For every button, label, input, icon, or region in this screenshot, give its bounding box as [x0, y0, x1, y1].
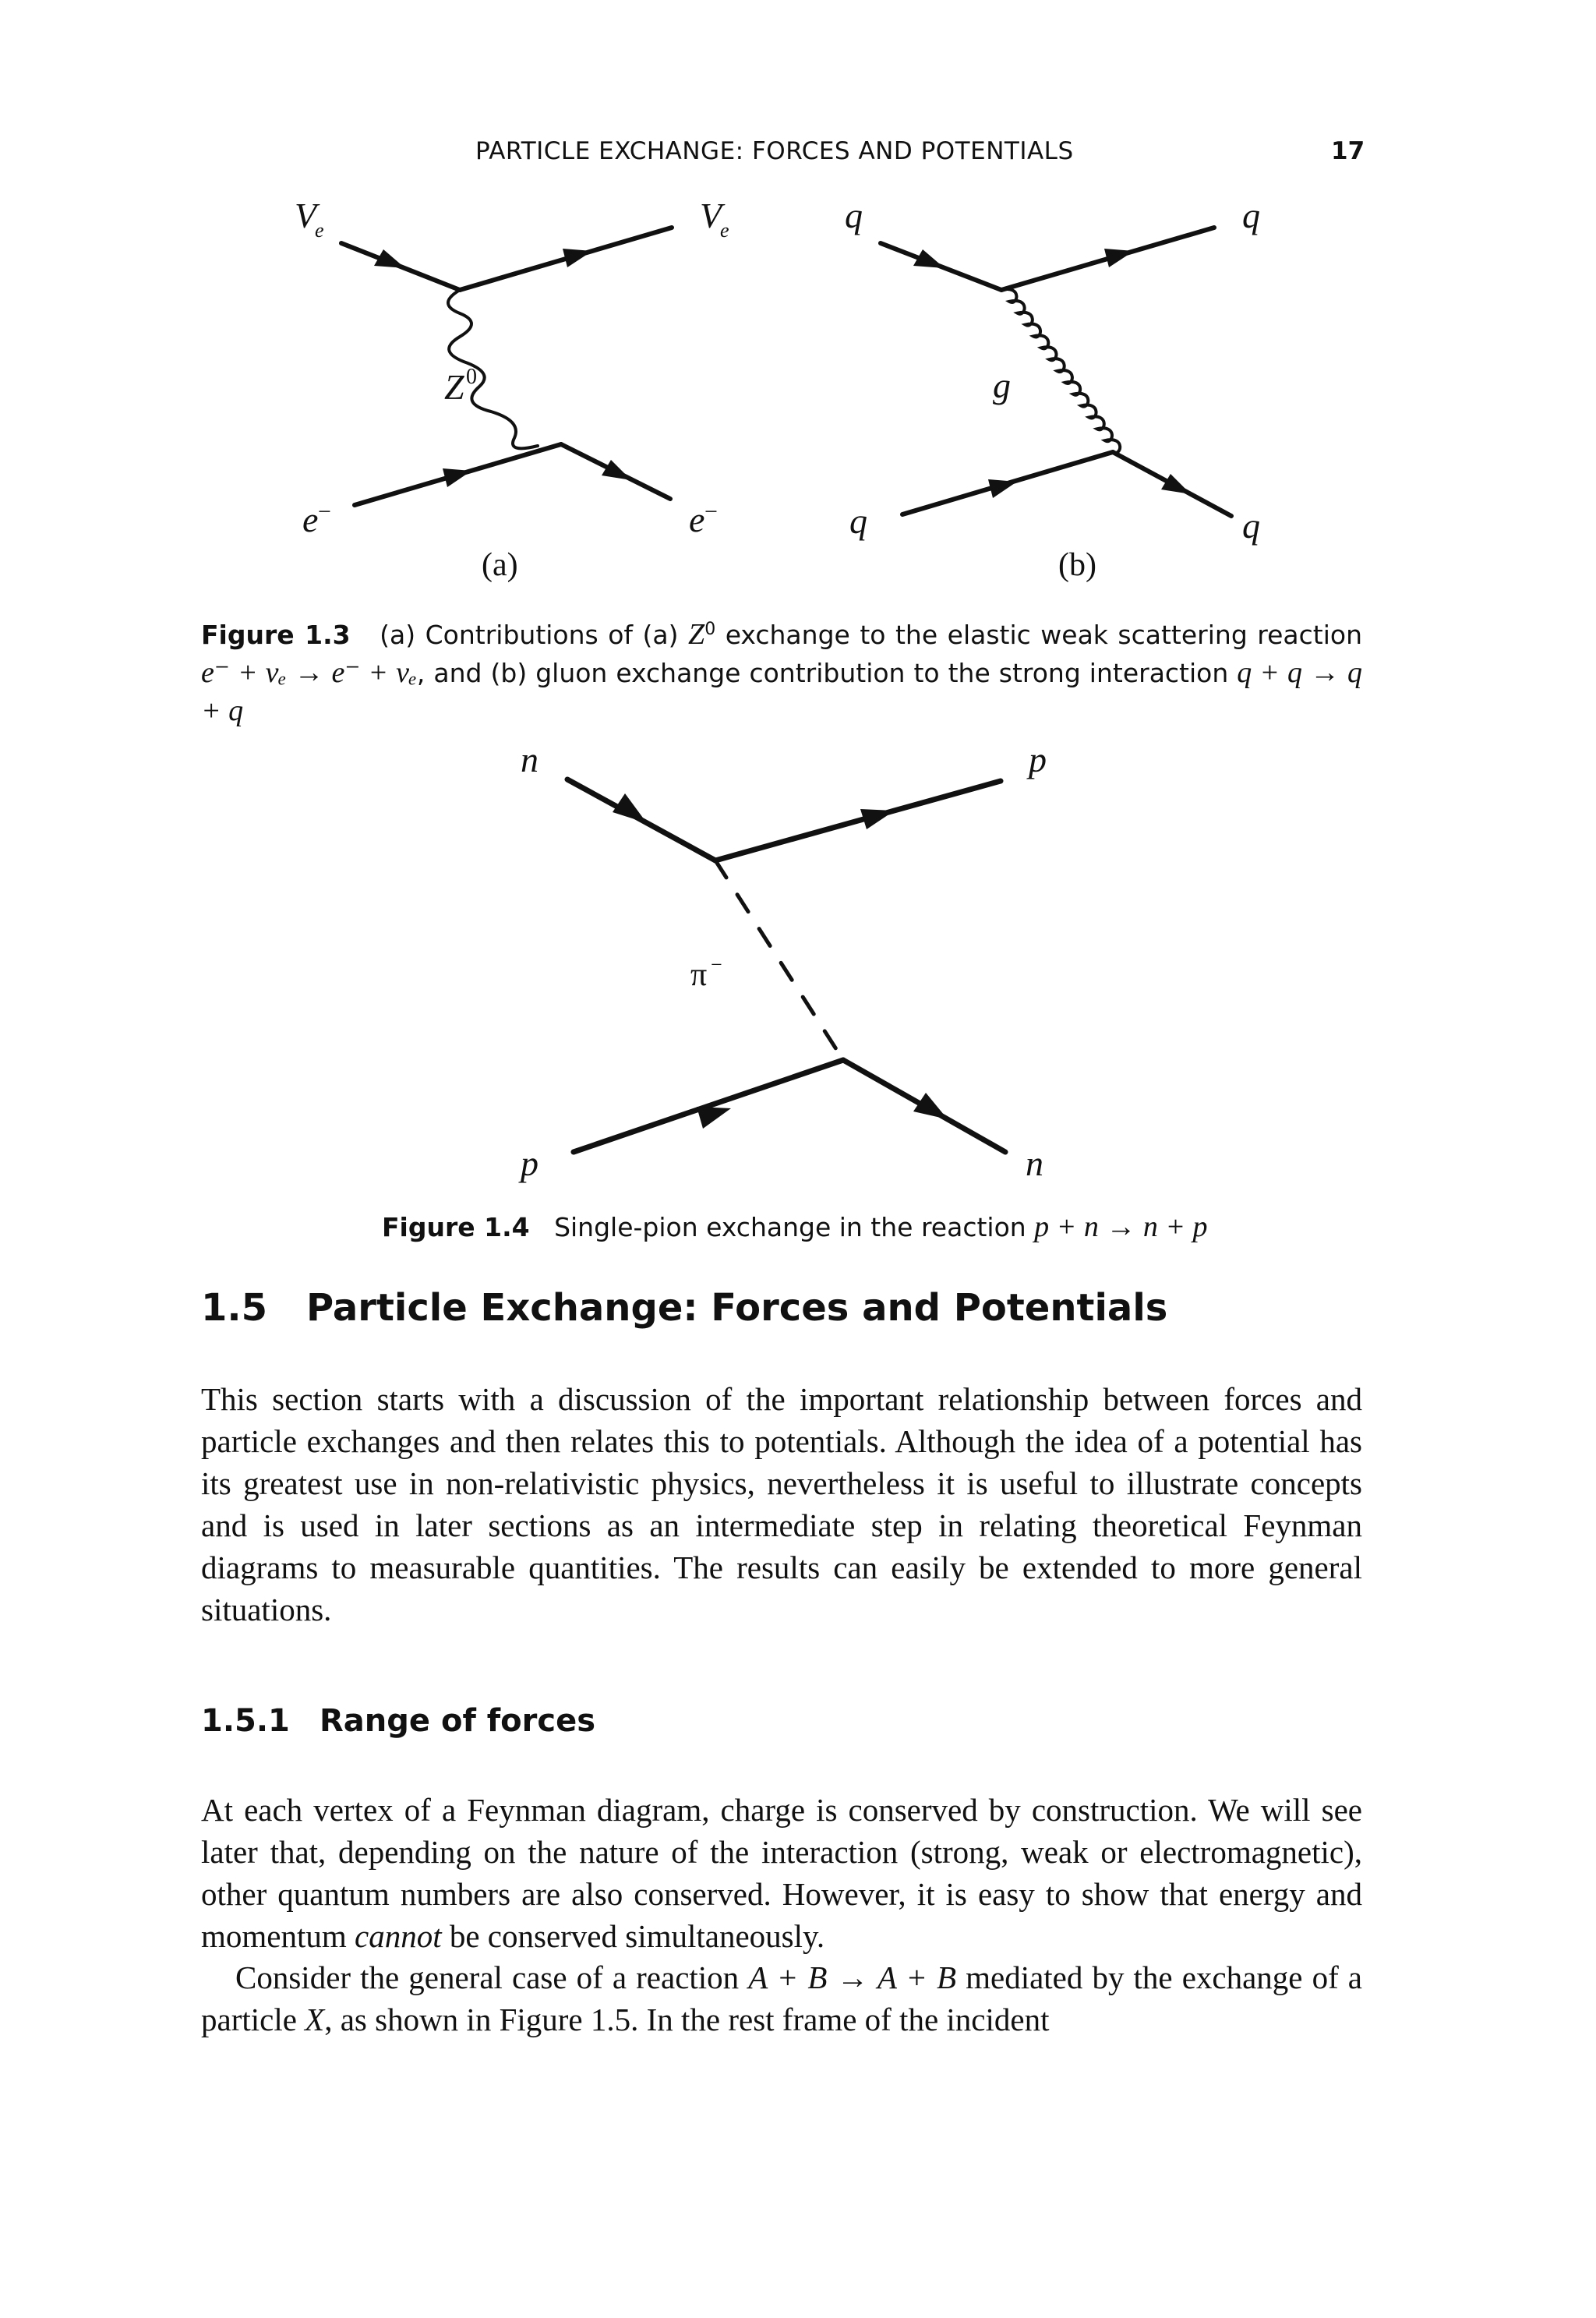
label-gluon: g [993, 366, 1011, 405]
panel-b-label: (b) [1058, 547, 1096, 583]
figure-1-4-caption: Figure 1.4 Single-pion exchange in the reaction p + n → n + p [382, 1210, 1208, 1243]
page-number: 17 [1331, 137, 1365, 165]
label-p-bottom-left: p [521, 1143, 538, 1183]
label-n-bottom-right: n [1026, 1143, 1043, 1183]
svg-text:−: − [711, 953, 722, 976]
label-p-top-right: p [1029, 740, 1047, 779]
svg-text:e: e [720, 219, 729, 242]
panel-a-label: (a) [482, 547, 518, 583]
section-heading: 1.5 Particle Exchange: Forces and Potentials [201, 1286, 1168, 1330]
label-z0: Z [444, 367, 464, 407]
paragraph-3: Consider the general case of a reaction A + B → A + B mediated by the exchange of a particle X, as shown in Figure 1.5. In the rest frame of the incident [201, 1959, 1363, 2037]
svg-text:−: − [318, 499, 331, 525]
svg-text:0: 0 [466, 365, 477, 389]
label-nu-e-top-right: V [700, 196, 722, 235]
label-q-top-left: q [845, 196, 863, 235]
figure-1-3-caption: Figure 1.3 (a) Contributions of (a) $Z^0$ exchange to the elastic weak scattering reaction e⁻ + νₑ → e⁻ + νₑ, and (b) gluon exchange contribution to the strong interaction q + q → q + q [201, 618, 1362, 727]
paragraph-2: At each vertex of a Feynman diagram, charge is conserved by construction. We will see later that, depending on the nature of the interaction (strong, weak or electromagnetic), other quantum numbers are also conserved. However, it is easy to show that energy and momentum cannot be conserved simultaneously. [201, 1792, 1362, 1954]
label-q-bottom-left: q [849, 501, 867, 541]
svg-text:−: − [704, 499, 718, 525]
label-electron-bottom-left: e [302, 500, 319, 539]
label-q-top-right: q [1242, 196, 1260, 235]
label-electron-bottom-right: e [689, 500, 705, 539]
running-head: PARTICLE EXCHANGE: FORCES AND POTENTIALS [475, 137, 1074, 165]
paragraph-1: This section starts with a discussion of the important relationship between forces and particle exchanges and then relates this to potentials. Although the idea of a potential has its greatest use in non-relativistic physics, nevertheless it is useful to illustrate concepts and is used in later sections as an intermediate step in relating theoretical Feynman diagrams to measurable quantities. The results can easily be extended to more general situations. [201, 1381, 1362, 1627]
label-q-bottom-right: q [1242, 506, 1260, 546]
label-n-top-left: n [521, 740, 538, 779]
subsection-heading: 1.5.1 Range of forces [201, 1703, 596, 1739]
label-nu-e-top-left: V [295, 196, 317, 235]
label-pi-minus: π [690, 957, 708, 993]
pion-dashed-line [715, 860, 843, 1060]
svg-text:e: e [315, 219, 324, 242]
